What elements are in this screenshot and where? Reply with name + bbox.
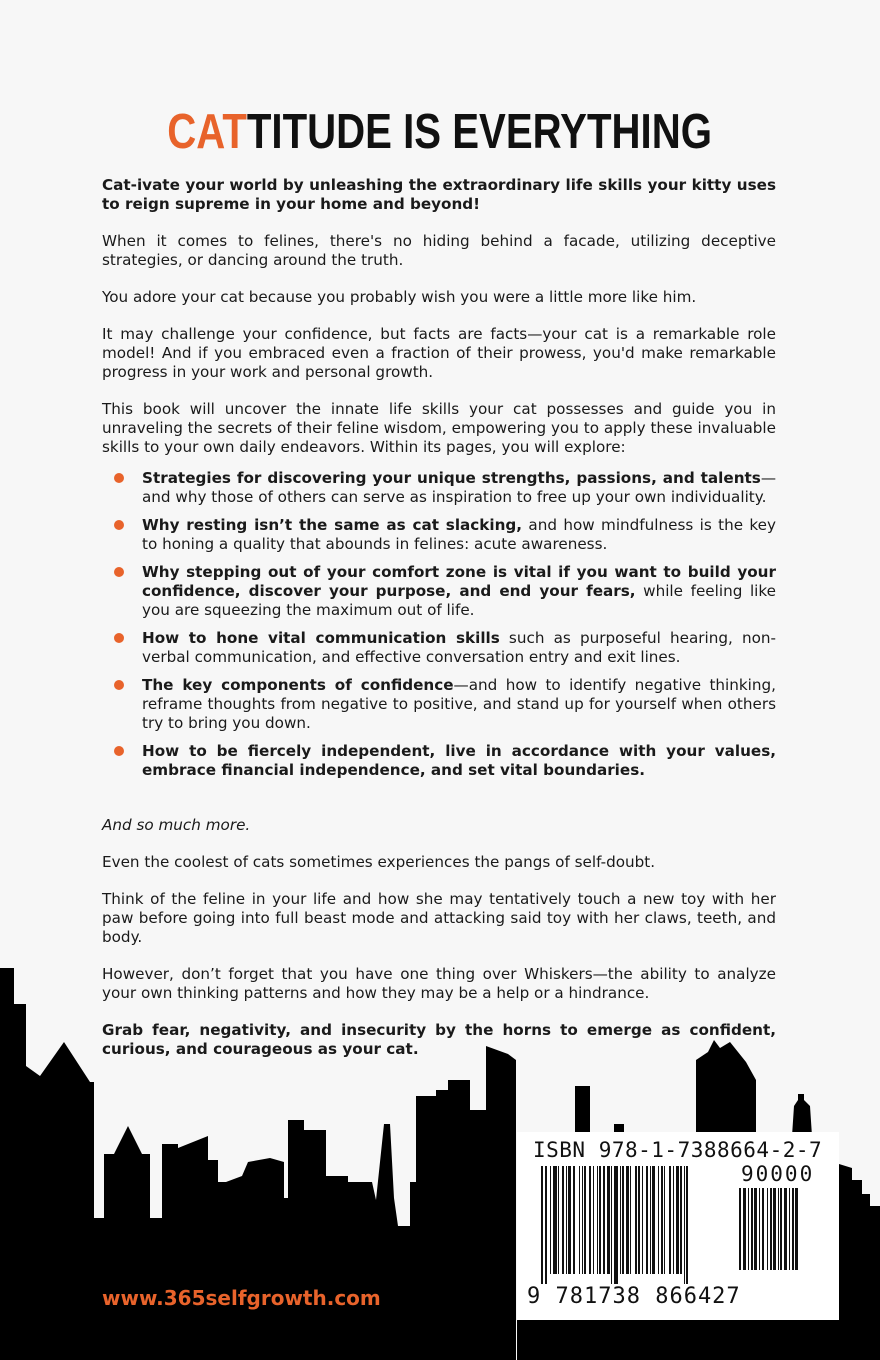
barcode-bar (754, 1188, 757, 1270)
barcode-bar (795, 1188, 798, 1270)
barcode-bar (759, 1188, 760, 1270)
barcode-bar (739, 1188, 741, 1270)
paragraph: You adore your cat because you probably wish you were a little more like him. (102, 288, 697, 306)
ean-digits: 9 781738 866427 (527, 1284, 741, 1309)
ean-barcode-bars (541, 1166, 729, 1292)
barcode-bar (642, 1166, 643, 1274)
barcode-bar (780, 1188, 782, 1270)
barcode-bar (566, 1166, 567, 1274)
isbn-label: ISBN 978-1-7388664-2-7 (533, 1138, 823, 1162)
paragraph: However, don’t forget that you have one thing over Whiskers—the ability to analyze your own thinking patterns and how they may be a help or a hindrance. (102, 965, 776, 1002)
barcode-bar (573, 1166, 575, 1274)
barcode-bar (550, 1166, 551, 1274)
barcode-bar (773, 1188, 776, 1270)
barcode-bar (778, 1188, 779, 1270)
addon-barcode-bars (739, 1188, 825, 1280)
barcode-bar (664, 1166, 665, 1274)
barcode-bar (579, 1166, 580, 1274)
barcode-bar (562, 1166, 564, 1274)
barcode-bar (599, 1166, 601, 1274)
barcode-bar (611, 1166, 612, 1284)
barcode-bar (686, 1166, 688, 1284)
barcode-bar (553, 1166, 557, 1274)
barcode-bar (558, 1166, 559, 1274)
title-accent: CAT (167, 105, 247, 159)
list-item: Why resting isn’t the same as cat slacking, and how mindfulness is the key to honing a quality that abounds in felines: acute awareness. (102, 516, 776, 554)
barcode-bar (603, 1166, 605, 1274)
isbn-barcode (517, 1132, 839, 1320)
paragraph: It may challenge your confidence, but facts are facts—your cat is a remarkable role model! And if you embraced even a fraction of their prowess, you'd make remarkable progress in your work and personal growth. (102, 325, 776, 381)
barcode-bar (607, 1166, 610, 1274)
barcode-bar (582, 1166, 583, 1274)
barcode-bar (792, 1188, 794, 1270)
paragraph: Think of the feline in your life and how she may tentatively touch a new toy with her paw before going into full beast mode and attacking said toy with her claws, teeth, and body. (102, 890, 776, 946)
barcode-bar (545, 1166, 547, 1284)
barcode-bar (661, 1166, 663, 1274)
website-url: www.365selfgrowth.com (102, 1286, 381, 1310)
barcode-bar (652, 1166, 655, 1274)
paragraph: When it comes to felines, there's no hiding behind a facade, utilizing deceptive strategies, or dancing around the truth. (102, 232, 776, 269)
barcode-bar (748, 1188, 749, 1270)
barcode-bar (584, 1166, 586, 1274)
barcode-bar (784, 1188, 787, 1270)
barcode-bar (751, 1188, 753, 1270)
barcode-bar (658, 1166, 659, 1274)
barcode-bar (762, 1188, 764, 1270)
list-item: How to be fiercely independent, live in accordance with your values, embrace financial independence, and set vital boundaries. (102, 742, 776, 780)
barcode-bar (597, 1166, 598, 1274)
barcode-bar (630, 1166, 631, 1274)
barcode-bar (743, 1188, 746, 1270)
list-item: Strategies for discovering your unique strengths, passions, and talents—and why those of others can serve as inspiration to free up your own individuality. (102, 469, 776, 507)
list-item: The key components of confidence—and how to identify negative thinking, reframe thoughts from negative to positive, and stand up for yourself when others try to bring you down. (102, 676, 776, 733)
barcode-bar (622, 1166, 624, 1274)
barcode-bar (614, 1166, 618, 1284)
barcode-bar (676, 1166, 679, 1274)
paragraph: This book will uncover the innate life skills your cat possesses and guide you in unraveling the secrets of their feline wisdom, empowering you to apply these invaluable skills to your own daily endeavors. Within its pages, you will explore: (102, 400, 776, 456)
barcode-bar (684, 1166, 685, 1284)
barcode-bar (568, 1166, 571, 1274)
barcode-bar (638, 1166, 640, 1274)
lead-paragraph: Cat-ivate your world by unleashing the extraordinary life skills your kitty uses to reign supreme in your home and beyond! (102, 176, 776, 213)
barcode-bar (620, 1166, 621, 1274)
barcode-bar (673, 1166, 674, 1274)
barcode-bar (650, 1166, 651, 1274)
barcode-bar (789, 1188, 790, 1270)
barcode-bar (669, 1166, 671, 1274)
paragraph: Even the coolest of cats sometimes experiences the pangs of self-doubt. (102, 853, 656, 871)
barcode-bar (593, 1166, 594, 1274)
list-item: How to hone vital communication skills such as purposeful hearing, non-verbal communication, and effective conversation entry and exit lines. (102, 629, 776, 667)
barcode-bar (770, 1188, 772, 1270)
barcode-bar (541, 1166, 543, 1284)
barcode-bar (767, 1188, 768, 1270)
barcode-bar (635, 1166, 637, 1274)
list-item: Why stepping out of your comfort zone is vital if you want to build your confidence, discover your purpose, and end your fears, while feeling like you are squeezing the maximum out of life. (102, 563, 776, 620)
title-rest: TITUDE IS EVERYTHING (246, 105, 712, 159)
paragraph: And so much more. (102, 816, 251, 834)
barcode-bar (589, 1166, 591, 1274)
barcode-bar (646, 1166, 648, 1274)
barcode-bar (626, 1166, 629, 1274)
barcode-bar (680, 1166, 682, 1274)
closing-paragraph: Grab fear, negativity, and insecurity by the horns to emerge as confident, curious, and courageous as your cat. (102, 1021, 776, 1058)
price-code: 90000 (741, 1162, 815, 1186)
